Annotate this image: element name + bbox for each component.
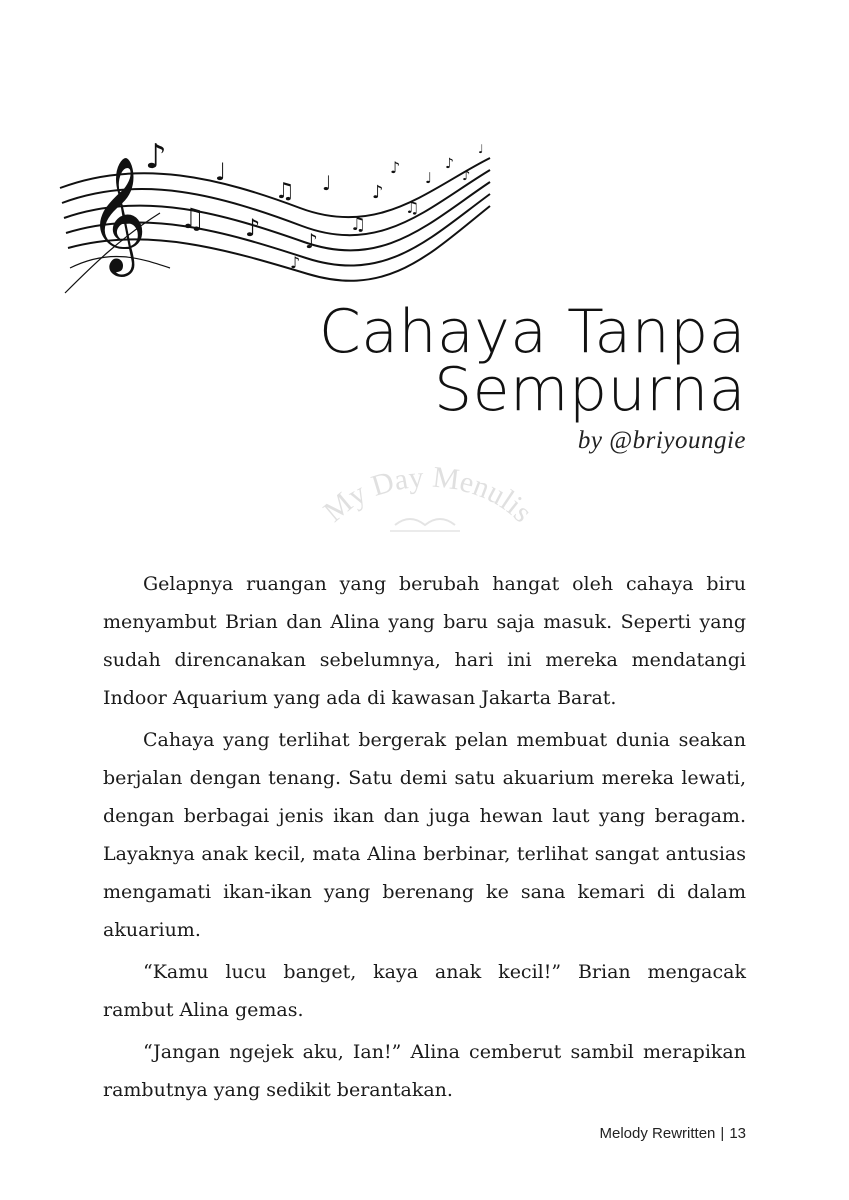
footer-separator: | <box>720 1125 725 1142</box>
music-staff-with-notes-icon <box>50 118 500 298</box>
book-title: Melody Rewritten <box>599 1125 716 1142</box>
svg-text:♪: ♪ <box>462 169 471 184</box>
story-paragraph: Cahaya yang terlihat bergerak pelan membuat dunia seakan berjalan dengan tenang. Satu demi satu akuarium mereka lewati, dengan berbagai jenis ikan dan juga hewan laut yang beragam. Layaknya anak kecil, mata Alina berbinar, terlihat sangat antusias mengamati ikan-ikan yang berenang ke sana kemari di dalam akuarium. <box>103 729 746 941</box>
story-body <box>103 565 746 1113</box>
svg-text:♪: ♪ <box>245 214 261 242</box>
svg-text:♪: ♪ <box>390 158 401 177</box>
svg-text:♫: ♫ <box>275 179 295 204</box>
page-footer <box>600 1125 746 1142</box>
story-paragraph: “Jangan ngejek aku, Ian!” Alina cemberut sambil merapikan rambutnya yang sedikit berantakan. <box>103 1041 746 1101</box>
chapter-title-line: Cahaya Tanpa <box>318 297 746 367</box>
chapter-title-block <box>318 297 746 455</box>
chapter-title-line: Sempurna <box>434 355 746 425</box>
svg-text:My Day Menulis <box>317 461 538 529</box>
page-number: 13 <box>729 1125 746 1142</box>
svg-text:♩: ♩ <box>425 169 433 187</box>
watermark-text: My Day Menulis <box>317 460 539 529</box>
svg-text:♩: ♩ <box>478 142 484 156</box>
svg-text:♫: ♫ <box>180 202 206 235</box>
svg-text:♪: ♪ <box>305 229 318 253</box>
svg-text:♪: ♪ <box>372 182 384 203</box>
story-paragraph: “Kamu lucu banget, kaya anak kecil!” Brian mengacak rambut Alina gemas. <box>103 961 746 1021</box>
story-paragraph: Gelapnya ruangan yang berubah hangat oleh cahaya biru menyambut Brian dan Alina yang baru saja masuk. Seperti yang sudah direncanakan sebelumnya, hari ini mereka mendatangi Indoor Aquarium yang ada di kawasan Jakarta Barat. <box>103 573 746 709</box>
my-day-menulis-watermark-logo <box>300 455 550 555</box>
svg-text:♫: ♫ <box>350 214 367 235</box>
svg-text:♪: ♪ <box>445 156 454 172</box>
svg-text:♩: ♩ <box>322 171 332 195</box>
svg-text:♫: ♫ <box>405 198 420 217</box>
svg-text:𝄞: 𝄞 <box>88 155 148 272</box>
svg-text:♩: ♩ <box>215 158 227 186</box>
svg-text:♪: ♪ <box>290 253 301 272</box>
author-byline: by @briyoungie <box>577 427 746 454</box>
svg-text:♪: ♪ <box>145 137 167 177</box>
